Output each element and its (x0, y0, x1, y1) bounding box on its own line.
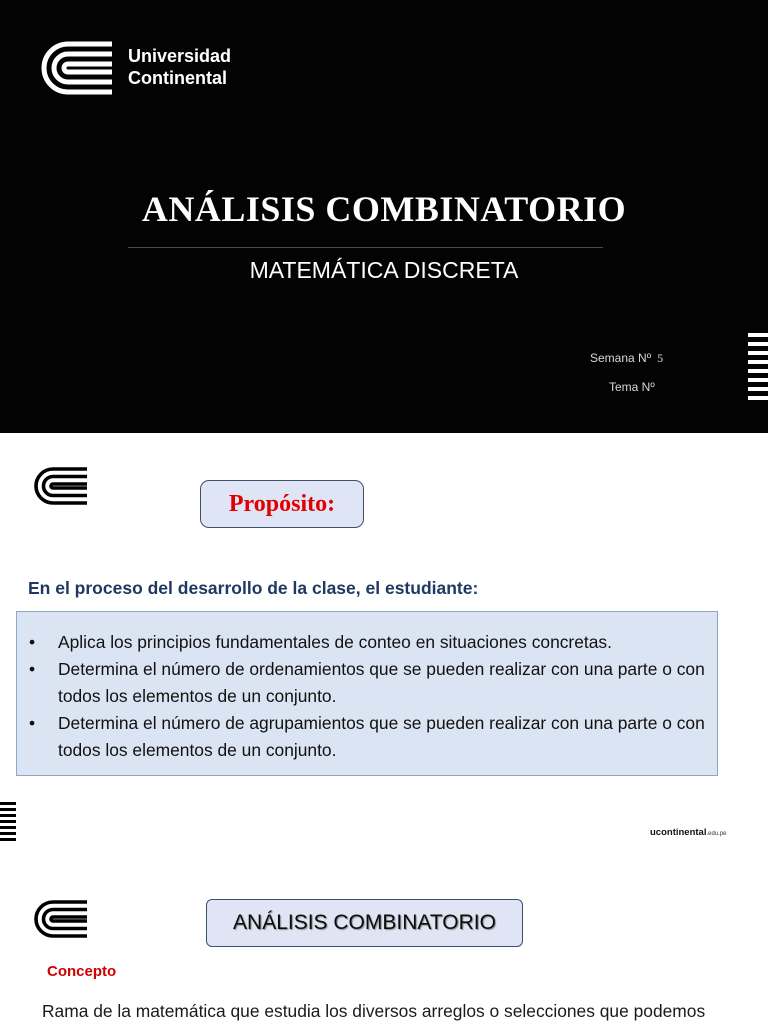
week-label-text: Semana Nº (590, 351, 652, 365)
section-heading-box (206, 899, 523, 947)
objective-item (29, 710, 717, 764)
concept-label: Concepto (47, 963, 117, 980)
intro-text: En el proceso del desarrollo de la clase, el estudiante: (28, 578, 479, 598)
brand-line-1: Universidad (128, 46, 232, 66)
footer-brand: ucontinental (650, 827, 707, 838)
week-label (590, 351, 663, 366)
section-heading: ANÁLISIS COMBINATORIO (233, 911, 496, 934)
footer-website (650, 827, 727, 838)
concept-slide (0, 863, 768, 1024)
title-slide (0, 0, 768, 433)
continental-logo-icon (40, 40, 116, 96)
stripes-icon (0, 802, 16, 842)
title-divider (128, 247, 603, 248)
objective-text: Aplica los principios fundamentales de conteo en situaciones concretas. (58, 632, 612, 652)
purpose-slide (0, 433, 768, 863)
continental-logo-icon (33, 466, 89, 506)
objective-item (29, 656, 717, 710)
course-subtitle: MATEMÁTICA DISCRETA (249, 257, 519, 283)
presentation-title: ANÁLISIS COMBINATORIO (141, 189, 627, 229)
bullet-icon: • (29, 659, 36, 679)
footer-domain: .edu.pe (706, 831, 727, 837)
week-number: 5 (657, 351, 664, 365)
purpose-heading: Propósito: (228, 490, 336, 517)
objective-text: Determina el número de ordenamientos que se pueden realizar con una parte o con todos los elementos de un conjunto. (58, 659, 705, 706)
concept-definition: Rama de la matemática que estudia los diversos arreglos o selecciones que podemos (42, 1001, 706, 1021)
stripes-icon (748, 333, 768, 399)
university-name (128, 45, 231, 89)
purpose-heading-box (200, 480, 364, 528)
bullet-icon: • (29, 713, 36, 733)
bullet-icon: • (29, 632, 36, 652)
objective-text: Determina el número de agrupamientos que se pueden realizar con una parte o con todos los elementos de un conjunto. (58, 713, 705, 760)
brand-line-2: Continental (128, 68, 227, 88)
topic-label: Tema Nº (609, 380, 655, 394)
objective-item (29, 629, 717, 656)
objectives-box (16, 611, 718, 776)
continental-logo-icon (33, 899, 89, 939)
